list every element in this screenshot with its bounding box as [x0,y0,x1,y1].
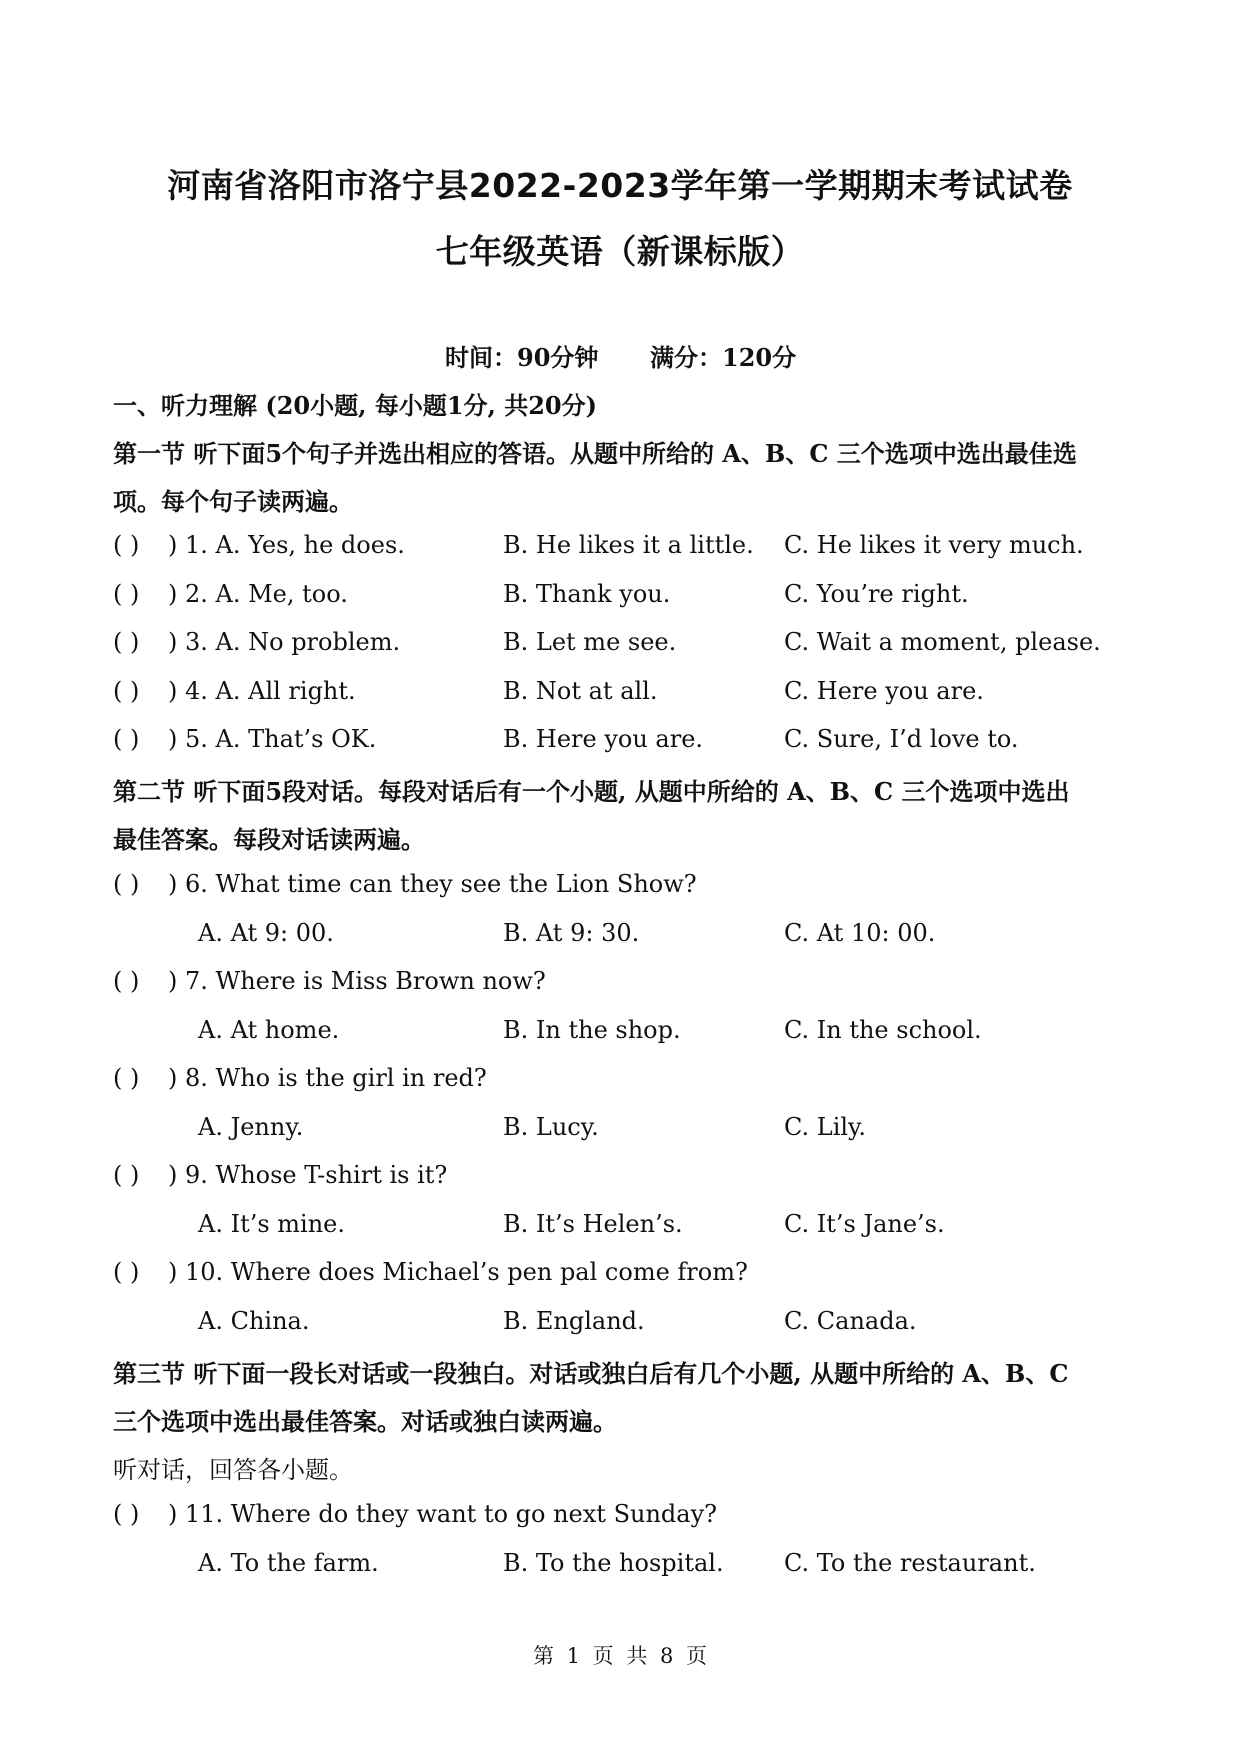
page-number: 第 1 页 共 8 页 [532,1644,708,1668]
answer-blank[interactable]: ( ) [113,628,140,656]
question-2-option-b: B. Thank you. [503,580,671,608]
answer-blank[interactable]: ( ) [113,1064,140,1092]
answer-blank[interactable]: ( ) [113,531,140,559]
question-3-option-a: ) 3. A. No problem. [168,628,401,656]
question-4-option-c: C. Here you are. [784,677,984,705]
question-8-stem: ) 8. Who is the girl in red? [168,1064,487,1092]
part3-instruction-cont: 三个选项中选出最佳答案。对话或独白读两遍。 [113,1407,617,1436]
question-4-option-a: ) 4. A. All right. [168,677,356,705]
part2-instruction: 第二节 听下面5段对话。每段对话后有一个小题, 从题中所给的 A、B、C 三个选项中选出 [113,777,1070,806]
question-2-option-c: C. You’re right. [784,580,969,608]
part3-instruction: 第三节 听下面一段长对话或一段独白。对话或独白后有几个小题, 从题中所给的 A、B、C [113,1359,1069,1388]
answer-blank[interactable]: ( ) [113,1500,140,1528]
question-8-option-b: B. Lucy. [503,1113,599,1141]
question-1-option-c: C. He likes it very much. [784,531,1084,559]
part1-instruction: 第一节 听下面5个句子并选出相应的答语。从题中所给的 A、B、C 三个选项中选出最佳选 [113,439,1077,468]
question-9-stem: ) 9. Whose T-shirt is it? [168,1161,448,1189]
answer-blank[interactable]: ( ) [113,580,140,608]
question-8-option-c: C. Lily. [784,1113,867,1141]
answer-blank[interactable]: ( ) [113,1161,140,1189]
exam-subtitle: 七年级英语（新课标版） [435,232,805,271]
answer-blank[interactable]: ( ) [113,725,140,753]
question-1-option-b: B. He likes it a little. [503,531,754,559]
question-9-option-a: A. It’s mine. [198,1210,346,1238]
exam-score: 满分：120分 [650,343,797,372]
part1-instruction-cont: 项。每个句子读两遍。 [113,487,353,516]
question-2-option-a: ) 2. A. Me, too. [168,580,348,608]
question-5-option-b: B. Here you are. [503,725,704,753]
question-9-option-c: C. It’s Jane’s. [784,1210,945,1238]
question-3-option-b: B. Let me see. [503,628,677,656]
question-8-option-a: A. Jenny. [198,1113,304,1141]
question-11-option-a: A. To the farm. [198,1549,379,1577]
question-11-option-c: C. To the restaurant. [784,1549,1036,1577]
question-1-option-a: ) 1. A. Yes, he does. [168,531,405,559]
exam-time: 时间：90分钟 [445,343,599,372]
question-11-stem: ) 11. Where do they want to go next Sunday? [168,1500,718,1528]
question-4-option-b: B. Not at all. [503,677,658,705]
question-10-option-b: B. England. [503,1307,645,1335]
answer-blank[interactable]: ( ) [113,967,140,995]
answer-blank[interactable]: ( ) [113,1258,140,1286]
section-heading: 一、听力理解 (20小题, 每小题1分, 共20分) [113,391,597,420]
question-6-option-b: B. At 9: 30. [503,919,640,947]
question-7-option-a: A. At home. [198,1016,340,1044]
part3-note: 听对话，回答各小题。 [113,1456,353,1484]
question-7-option-b: B. In the shop. [503,1016,681,1044]
question-10-option-a: A. China. [198,1307,310,1335]
question-6-option-c: C. At 10: 00. [784,919,936,947]
question-10-option-c: C. Canada. [784,1307,917,1335]
question-5-option-c: C. Sure, I’d love to. [784,725,1019,753]
question-6-option-a: A. At 9: 00. [198,919,334,947]
part2-instruction-cont: 最佳答案。每段对话读两遍。 [113,825,425,854]
exam-title: 河南省洛阳市洛宁县2022-2023学年第一学期期末考试试卷 [167,166,1073,205]
answer-blank[interactable]: ( ) [113,870,140,898]
question-10-stem: ) 10. Where does Michael’s pen pal come from? [168,1258,748,1286]
question-3-option-c: C. Wait a moment, please. [784,628,1101,656]
question-7-stem: ) 7. Where is Miss Brown now? [168,967,546,995]
answer-blank[interactable]: ( ) [113,677,140,705]
question-9-option-b: B. It’s Helen’s. [503,1210,683,1238]
question-5-option-a: ) 5. A. That’s OK. [168,725,377,753]
question-6-stem: ) 6. What time can they see the Lion Show? [168,870,697,898]
question-11-option-b: B. To the hospital. [503,1549,724,1577]
question-7-option-c: C. In the school. [784,1016,982,1044]
